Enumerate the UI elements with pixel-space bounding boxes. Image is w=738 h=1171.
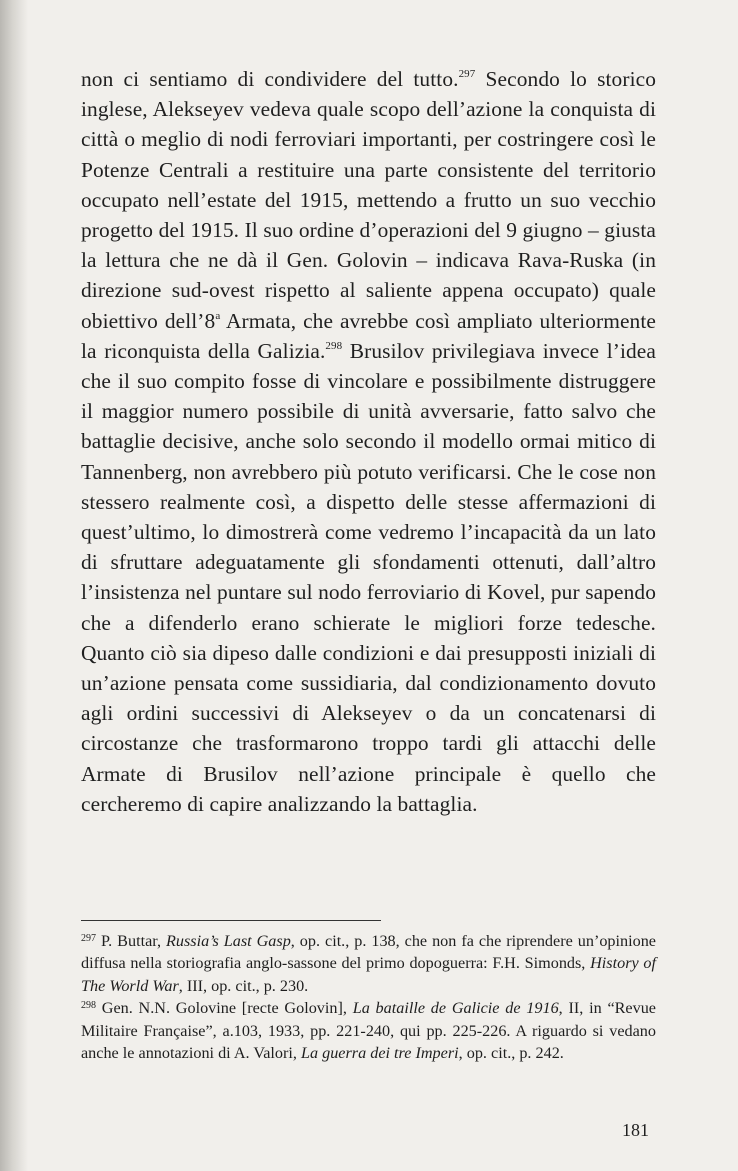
body-text-segment: Brusilov privilegiava invece l’idea che il suo compito fosse di vincolare e possibilmente distruggere il maggior numero possibile di unità avversarie, fatto salvo che battaglie decisive, anche solo secondo il modello ormai mitico di Tannenberg, non avrebbero più potuto verificarsi. Che le cose non stessero realmente così, a dispetto delle stesse affermazioni di quest’ultimo, lo dimostrerà come vedremo l’incapacità da un lato di sfruttare adeguatamente gli sfondamenti ottenuti, dall’altro l’insistenza nel puntare sul nodo ferroviario di Kovel, pur sapendo che a difenderlo erano schierate le migliori forze tedesche. Quanto ciò sia dipeso dalle condizioni e dai presupposti iniziali di un’azione pensata come sussidiaria, dal condizionamento dovuto agli ordini successivi di Alekseyev o da un concatenarsi di circostanze che trasformarono troppo tardi gli attacchi delle Armate di Brusilov nell’azione principale è quello che cercheremo di capire analizzando la battaglia. [81,338,656,816]
footnote-number: 298 [81,1000,96,1012]
footnotes [81,930,656,1064]
footnote-title: Russia’s Last Gasp [166,932,291,950]
footnote-text: , III, op. cit., p. 230. [178,976,309,995]
body-text-segment: Armata, che avrebbe così ampliato ulteriormente la riconquista della Galizia. [81,308,656,363]
ordinal-superscript: a [215,309,221,322]
footnote-title: History of The World War [81,954,657,995]
body-text-segment: non ci sentiamo di condividere del tutto. [81,67,459,91]
body-text-segment: Secondo lo storico inglese, Alekseyev vedeva quale scopo dell’azione la conquista di città o meglio di nodi ferroviari importanti, per costringere così le Potenze Centrali a restituire una parte consistente del territorio occupato nell’estate del 1915, mettendo a frutto un suo vecchio progetto del 1915. Il suo ordine d’operazioni del 9 giugno – giusta la lettura che ne dà il Gen. Golovin – indicava Rava-Ruska (in direzione sud-ovest rispetto al saliente appena occupato) quale obiettivo dell’8 [81,67,656,333]
page-gutter-shadow [0,0,28,1171]
footnote-title: La guerra dei tre Imperi [300,1044,459,1063]
footnote-reference-298: 298 [325,339,343,352]
page-number: 181 [622,1120,649,1140]
footnote-reference-297: 297 [458,68,476,80]
body-text [81,64,656,819]
body-paragraph [81,64,656,819]
footnote-text: P. Buttar, [96,932,167,950]
footnote-text: , op. cit., p. 138, che non fa che riprendere un’opinione diffusa nella storiografia anglo-sassone del primo dopoguerra: F.H. Simonds, [81,932,656,973]
footnote-text: Gen. N.N. Golovine [recte Golovin], [96,999,353,1018]
footnote-text: , op. cit., p. 242. [458,1044,564,1063]
footnote-text: , II, in “Revue Militaire Française”, a.103, 1933, pp. 221-240, qui pp. 225-226. A riguardo si vedano anche le annotazioni di A. Valori, [81,999,656,1063]
footnote-title: La bataille de Galicie de 1916 [352,999,559,1018]
footnote-separator [81,920,381,921]
footnote-298 [81,997,656,1064]
footnote-297 [81,930,656,997]
footnote-number: 297 [81,933,96,944]
